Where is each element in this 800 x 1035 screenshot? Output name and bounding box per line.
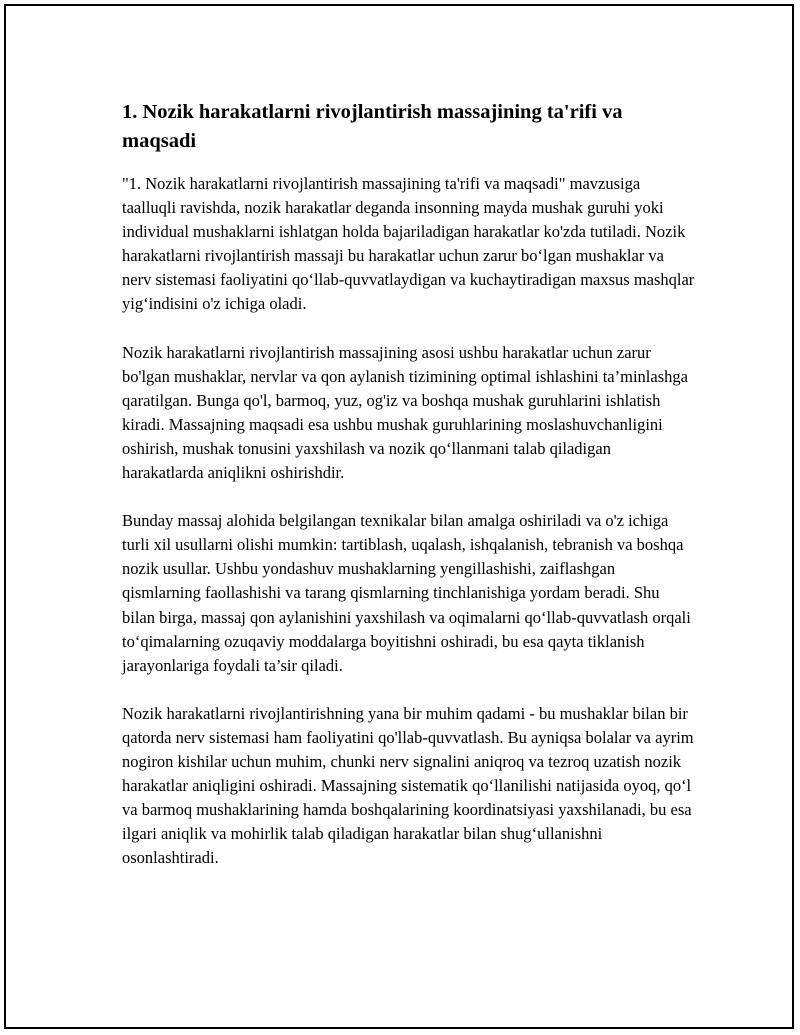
paragraph: Nozik harakatlarni rivojlantirish massajining asosi ushbu harakatlar uchun zarur bo'lgan mushaklar, nervlar va qon aylanish tizimining optimal ishlashini ta’minlashga qaratilgan. Bunga qo'l, barmoq, yuz, og'iz va boshqa mushak guruhlarini ishlatish kiradi. Massajning maqsadi esa ushbu mushak guruhlarining moslashuvchanligini oshirish, mushak tonusini yaxshilash va nozik qo‘llanmani talab qiladigan harakatlarda aniqlikni oshirishdir. — [122, 342, 688, 483]
paragraph: "1. Nozik harakatlarni rivojlantirish massajining ta'rifi va maqsadi" mavzusiga taalluqli ravishda, nozik harakatlar deganda insonning mayda mushak guruhi yoki individual mushaklarni ishlatgan holda bajariladigan harakatlar ko'zda tutiladi. Nozik harakatlarni rivojlantirish massaji bu harakatlar uchun zarur bo‘lgan mushaklar va nerv sistemasi faoliyatini qo‘llab-quvvatlaydigan va kuchaytiradigan maxsus mashqlar yig‘indisini o'z ichiga oladi. — [122, 174, 695, 314]
document-title: 1. Nozik harakatlarni rivojlantirish massajining ta'rifi va maqsadi — [122, 101, 623, 152]
document-body — [122, 98, 696, 894]
paragraph: Bunday massaj alohida belgilangan texnikalar bilan amalga oshiriladi va o'z ichiga turli xil usullarni olishi mumkin: tartiblash, uqalash, ishqalanish, tebranish va boshqa nozik usullar. Ushbu yondashuv mushaklarning yengillashishi, zaiflashgan qismlarning faollashishi va tarang qismlarning tinchlanishiga yordam beradi. Shu bilan birga, massaj qon aylanishini yaxshilash va oqimalarni qo‘llab-quvvatlash orqali to‘qimalarning ozuqaviy moddalarga boyitishni oshiradi, bu esa qayta tiklanish jarayonlariga foydali ta’sir qiladi. — [122, 511, 691, 675]
document-page — [4, 4, 794, 1029]
paragraph: Nozik harakatlarni rivojlantirishning yana bir muhim qadami - bu mushaklar bilan bir qatorda nerv sistemasi ham faoliyatini qo'llab-quvvatlash. Bu ayniqsa bolalar va ayrim nogiron kishilar uchun muhim, chunki nerv signalini aniqroq va tezroq uzatish nozik harakatlar aniqligini oshiradi. Massajning sistematik qo‘llanilishi natijasida oyoq, qo‘l va barmoq mushaklarining hamda boshqalarining koordinatsiyasi yaxshilanadi, bu esa ilgari aniqlik va mohirlik talab qiladigan harakatlar bilan shug‘ullanishni osonlashtiradi. — [122, 703, 694, 868]
